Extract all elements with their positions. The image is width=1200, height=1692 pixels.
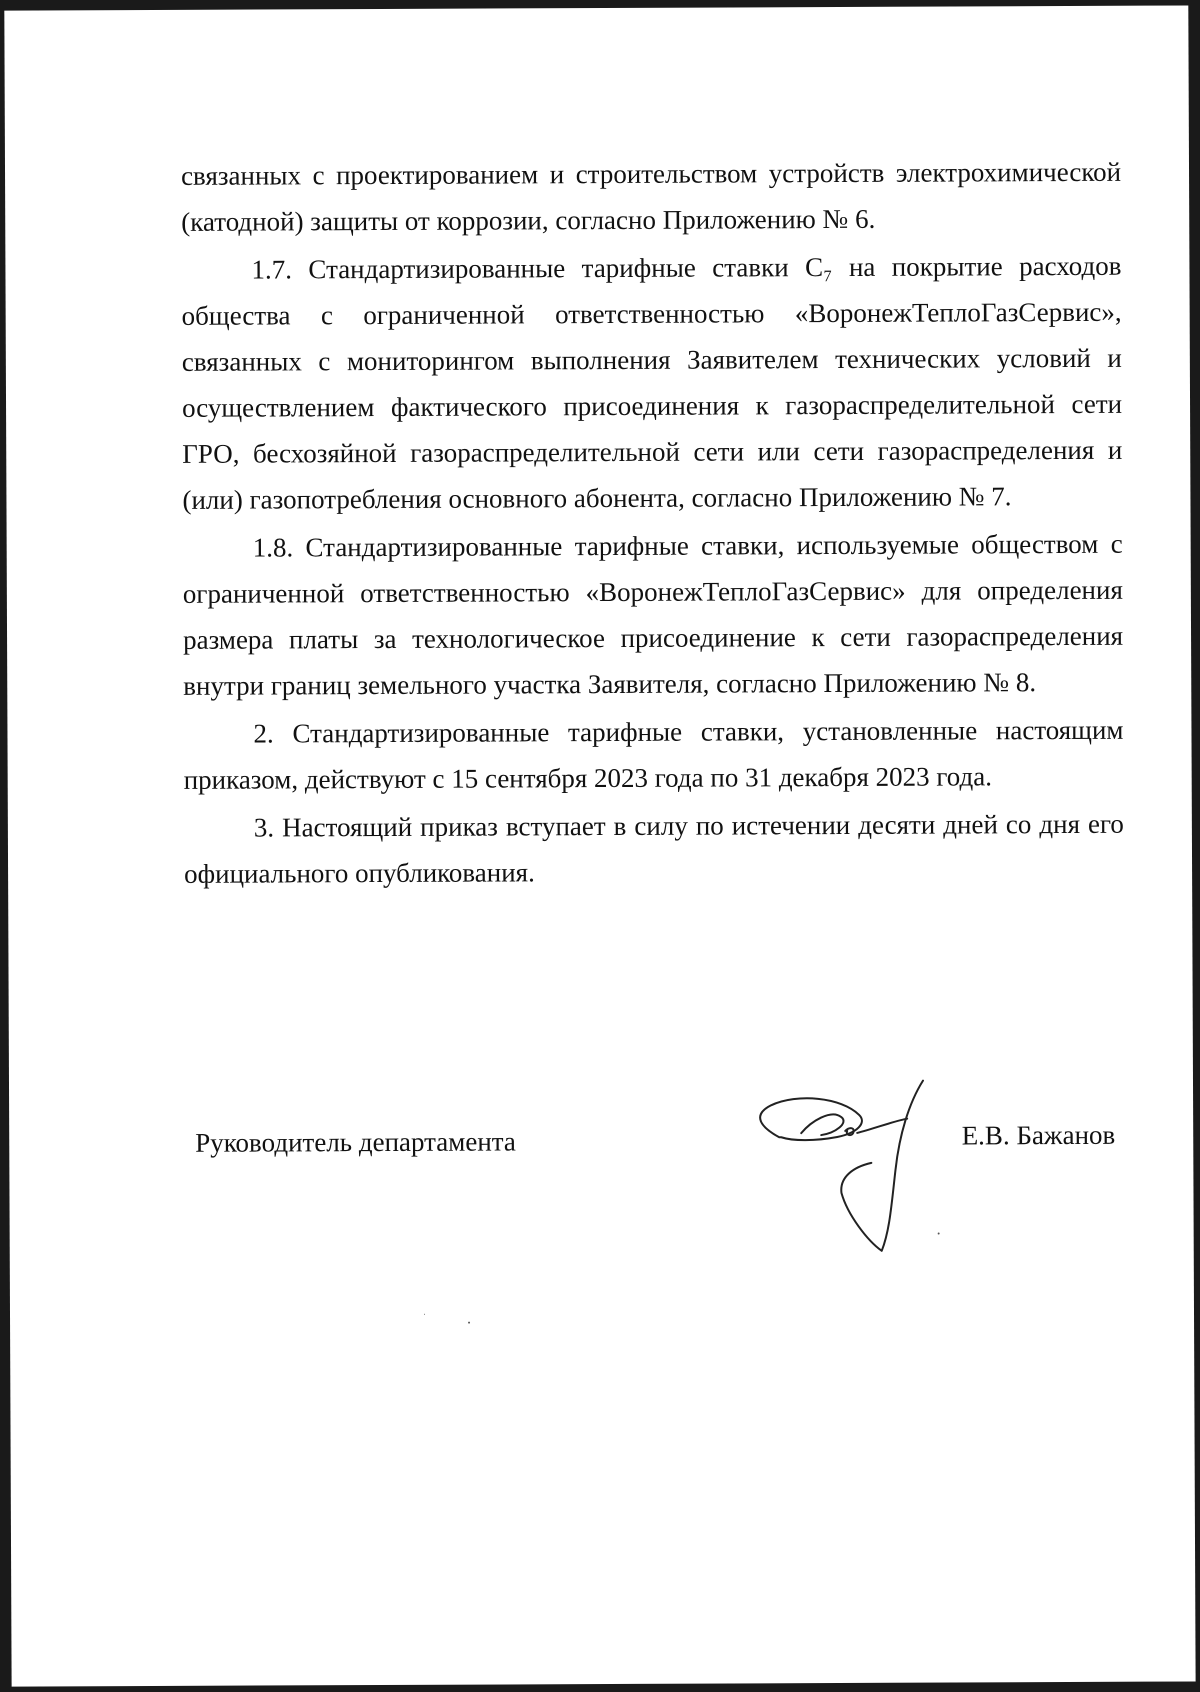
- paragraph-3: 3. Настоящий приказ вступает в силу по истечении десяти дней со дня его официального опубликования.: [184, 808, 1124, 889]
- scan-speck: [468, 1322, 470, 1324]
- handwritten-signature: [749, 1075, 940, 1256]
- signature-block: [195, 1119, 1116, 1168]
- scan-speck: [424, 1314, 425, 1315]
- signer-name: Е.В. Бажанов: [961, 1119, 1116, 1151]
- scan-speck: [938, 1233, 940, 1235]
- paragraph-continuation: связанных с проектированием и строительством устройств электрохимической (катодной) защиты от коррозии, согласно Приложению № 6.: [180, 156, 1122, 237]
- paragraph-2: 2. Стандартизированные тарифные ставки, установленные настоящим приказом, действуют с 15 сентября 2023 года по 31 декабря 2023 года.: [183, 714, 1124, 795]
- paragraph-1-7: 1.7. Стандартизированные тарифные ставки С₇ на покрытие расходов общества с ограниченной ответственностью «ВоронежТеплоГазСервис», связанных с мониторингом выполнения Заявителем технических условий и осуществлением фактического присоединения к газораспределительной сети ГРО, бесхозяйной газораспределительной сети или сети газораспределения и (или) газопотребления основного абонента, согласно Приложению № 7.: [181, 250, 1123, 515]
- signer-position: Руководитель департамента: [195, 1126, 516, 1158]
- document-page: [4, 5, 1195, 1686]
- paragraph-1-8: 1.8. Стандартизированные тарифные ставки, используемые обществом с ограниченной ответственностью «ВоронежТеплоГазСервис» для определения размера платы за технологическое присоединение к сети газораспределения внутри границ земельного участка Заявителя, согласно Приложению № 8.: [182, 528, 1124, 701]
- document-body: [181, 149, 1124, 897]
